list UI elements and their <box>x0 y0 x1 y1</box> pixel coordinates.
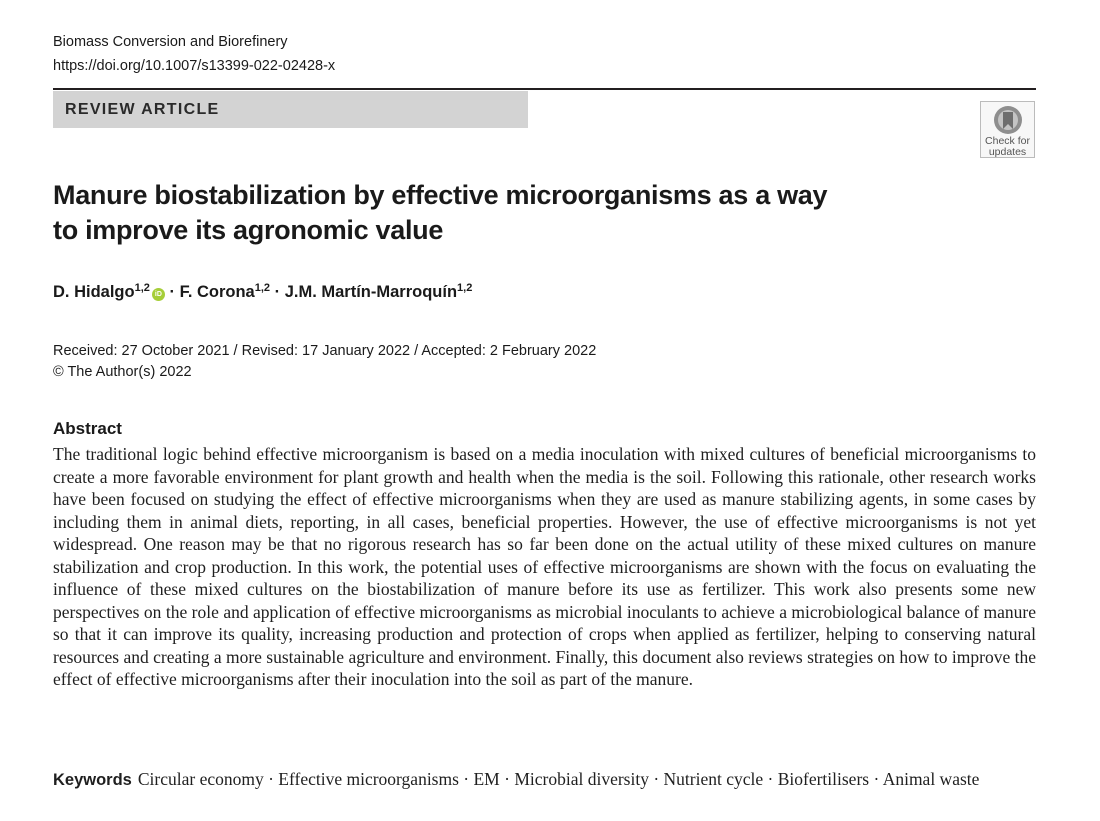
abstract-text: The traditional logic behind effective microorganism is based on a media inoculation with mixed cultures of beneficial microorganisms to create a more favorable environment for plant growth and health when the media is the soil. Following this rationale, other research works have been focused on studying the effect of effective microorganisms when they are used as manure stabilizing agents, in some cases by including them in animal diets, reporting, in all cases, beneficial properties. However, the use of effective microorganisms is not yet widespread. One reason may be that no rigorous research has so far been done on the actual utility of these mixed cultures on manure stabilization and crop production. In this work, the potential uses of effective microorganisms are shown with the focus on evaluating the influence of these mixed cultures on the biostabilization of manure before its use as fertilizer. This work also presents some new perspectives on the role and application of effective microorganisms as microbial inoculants to achieve a microbiological balance of manure so that it can improve its quality, increasing production and protection of crops when applied as fertilizer, helping to conserving natural resources and creating a more sustainable agriculture and environment. Finally, this document also reviews strategies on how to improve the effect of effective microorganisms after their inoculation into the soil as part of the manure. <box>53 444 1036 689</box>
bookmark-circle-icon <box>993 105 1023 135</box>
author-separator: · <box>164 283 180 301</box>
doi-link[interactable]: https://doi.org/10.1007/s13399-022-02428-x <box>53 58 336 74</box>
copyright-notice: © The Author(s) 2022 <box>53 364 192 380</box>
abstract-heading: Abstract <box>53 419 122 438</box>
author-name[interactable]: F. Corona <box>179 283 255 301</box>
author-affiliation: 1,2 <box>457 282 473 294</box>
author-affiliation: 1,2 <box>254 282 271 294</box>
keywords-label: Keywords <box>53 771 132 789</box>
author-name[interactable]: J.M. Martín-Marroquín <box>284 283 458 301</box>
author-affiliation: 1,2 <box>134 282 150 294</box>
title-line-2: to improve its agronomic value <box>53 215 444 245</box>
header-rule <box>53 88 1036 90</box>
check-for-updates-badge[interactable] <box>980 101 1035 158</box>
keywords-list: Circular economy · Effective microorganisms · EM · Microbial diversity · Nutrient cycle · Biofertilisers · Animal waste <box>137 769 980 789</box>
author-separator: · <box>270 283 285 301</box>
article-type-banner: REVIEW ARTICLE <box>53 91 528 128</box>
check-for-updates-line1: Check for <box>985 135 1030 147</box>
article-title <box>53 178 953 248</box>
orcid-icon[interactable]: iD <box>152 288 165 301</box>
author-name[interactable]: D. Hidalgo <box>53 283 135 301</box>
author-list <box>53 283 472 302</box>
publication-dates: Received: 27 October 2021 / Revised: 17 January 2022 / Accepted: 2 February 2022 <box>53 343 597 359</box>
keywords-section <box>53 767 1013 792</box>
journal-name: Biomass Conversion and Biorefinery <box>53 34 288 50</box>
check-for-updates-line2: updates <box>988 146 1027 158</box>
title-line-1: Manure biostabilization by effective microorganisms as a way <box>53 180 828 210</box>
